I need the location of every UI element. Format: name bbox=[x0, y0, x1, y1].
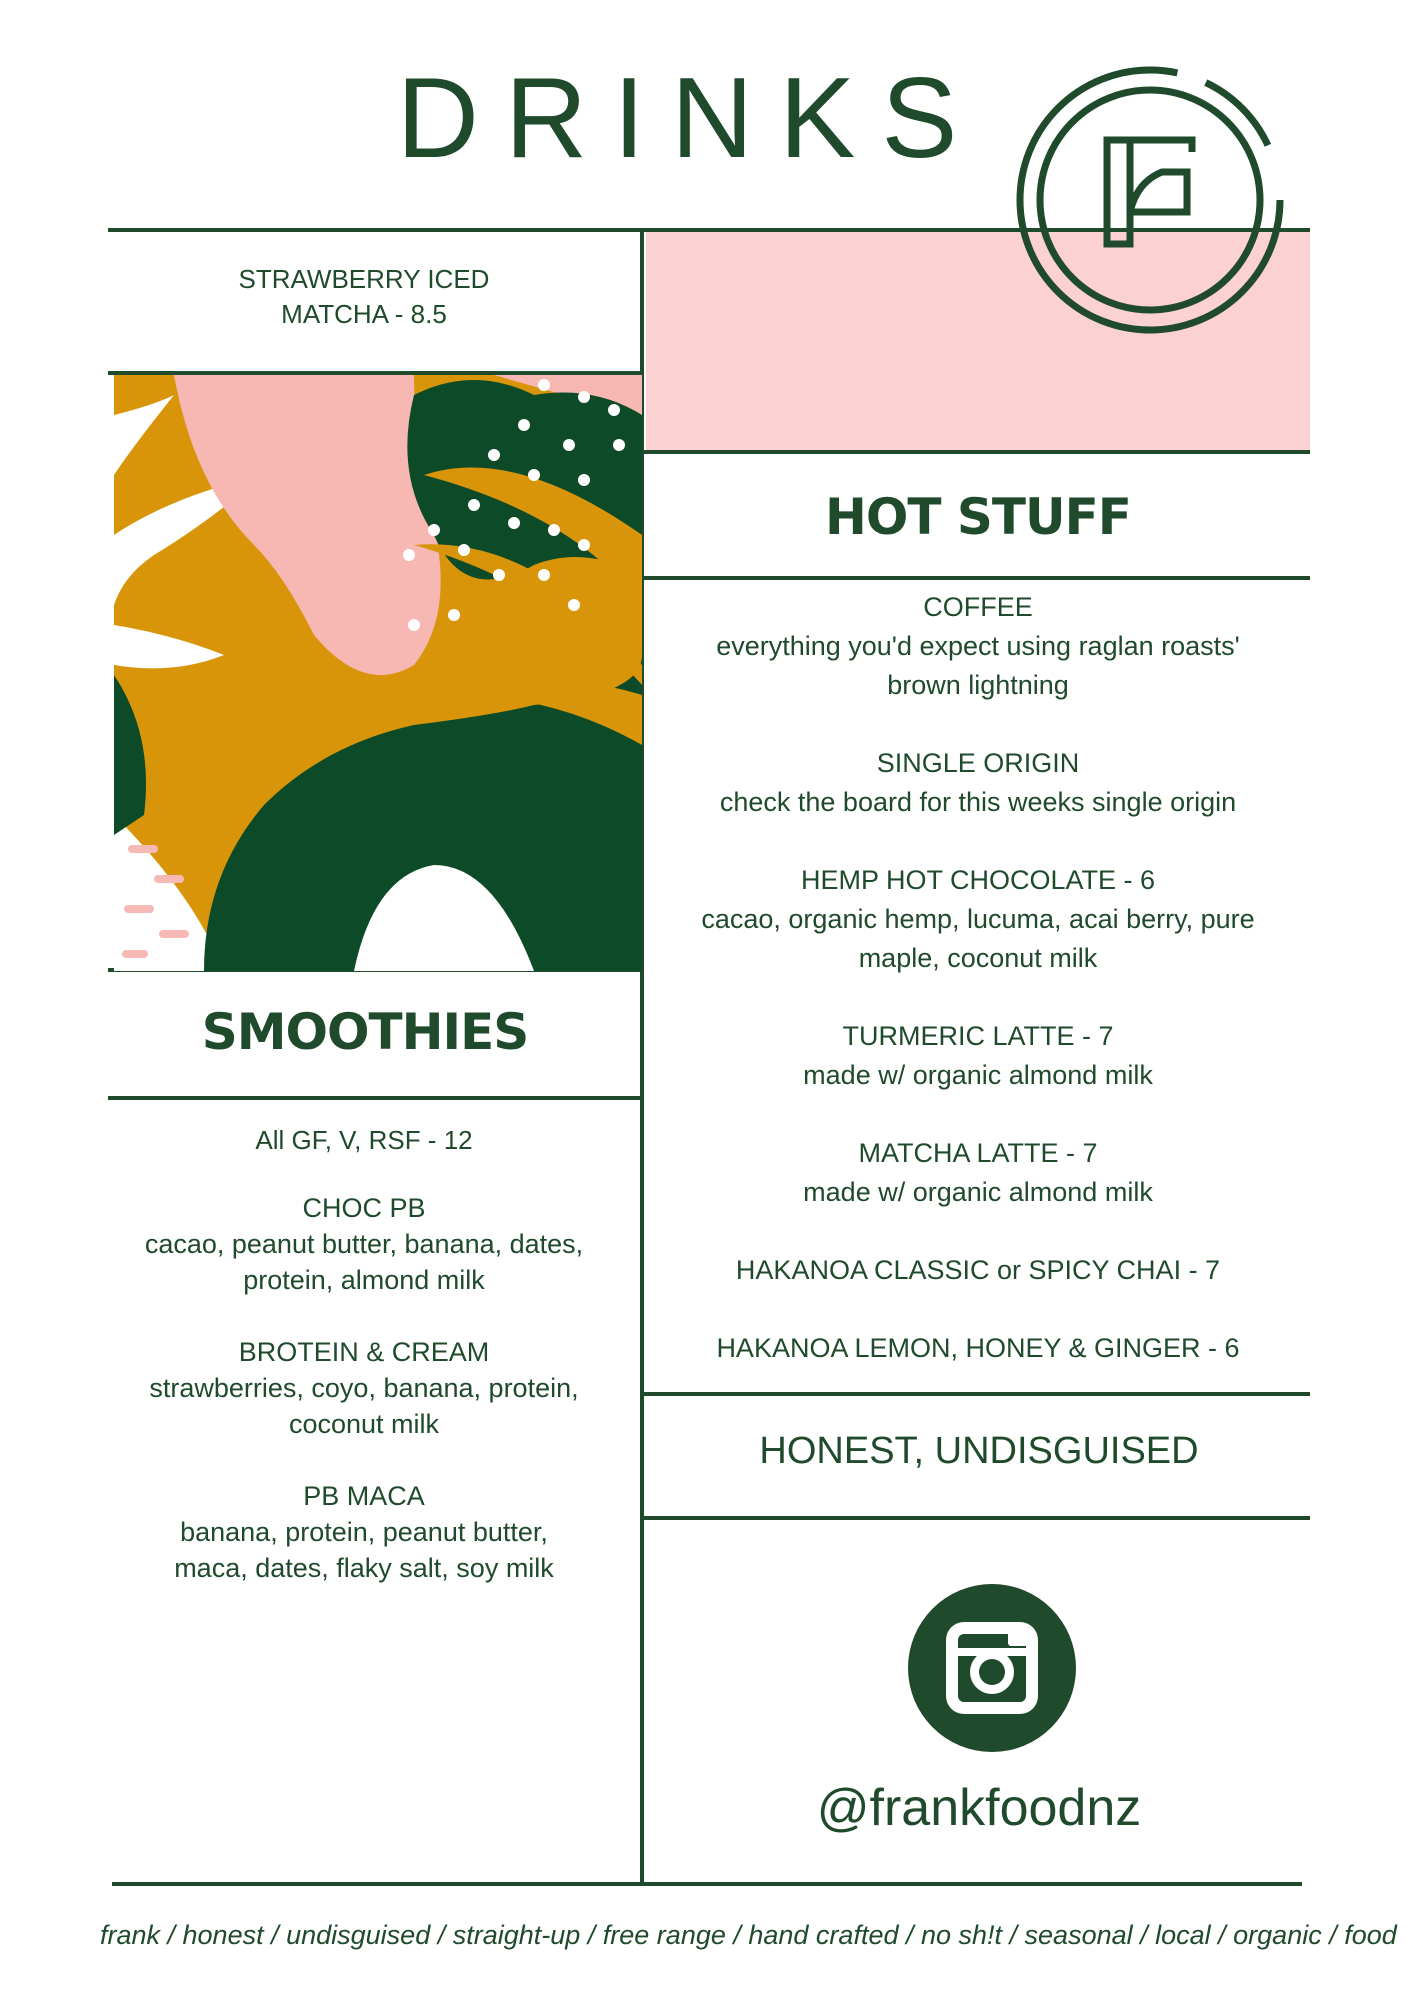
divider-right-hot bbox=[642, 576, 1310, 580]
smoothies-menu bbox=[112, 1122, 616, 1622]
menu-item-name: HAKANOA CLASSIC or SPICY CHAI - 7 bbox=[735, 1255, 1221, 1285]
menu-item bbox=[646, 1017, 1310, 1095]
menu-item bbox=[646, 1329, 1310, 1368]
menu-item-name: PB MACA bbox=[303, 1481, 425, 1511]
menu-item-desc: maca, dates, flaky salt, soy milk bbox=[174, 1553, 554, 1583]
promo-text bbox=[112, 262, 616, 332]
menu-item-name: CHOC PB bbox=[302, 1193, 426, 1223]
social-handle[interactable]: @frankfoodnz bbox=[816, 1779, 1142, 1837]
menu-item-desc: banana, protein, peanut butter, bbox=[180, 1517, 548, 1547]
menu-item bbox=[646, 861, 1310, 978]
divider-bottom bbox=[112, 1882, 1302, 1886]
menu-item bbox=[646, 1251, 1310, 1290]
menu-item-desc: brown lightning bbox=[887, 670, 1069, 700]
divider-left-smoothies bbox=[108, 1096, 642, 1100]
menu-item-desc: cacao, peanut butter, banana, dates, bbox=[144, 1229, 584, 1259]
menu-item-name: TURMERIC LATTE - 7 bbox=[842, 1021, 1114, 1051]
menu-item-desc: maple, coconut milk bbox=[858, 943, 1098, 973]
promo-line-2: MATCHA - 8.5 bbox=[281, 299, 447, 329]
page-title: DRINKS bbox=[396, 55, 984, 182]
menu-item bbox=[646, 588, 1310, 705]
hot-stuff-title: HOT STUFF bbox=[825, 488, 1131, 546]
menu-item bbox=[112, 1190, 616, 1298]
menu-item-name: SINGLE ORIGIN bbox=[876, 748, 1080, 778]
smoothies-title: SMOOTHIES bbox=[201, 1003, 529, 1061]
menu-item bbox=[646, 744, 1310, 822]
promo-line-1: STRAWBERRY ICED bbox=[238, 264, 490, 294]
menu-item-name: HAKANOA LEMON, HONEY & GINGER - 6 bbox=[716, 1333, 1240, 1363]
divider-top bbox=[108, 228, 1310, 232]
tagline: HONEST, UNDISGUISED bbox=[759, 1430, 1199, 1472]
menu-item-desc: made w/ organic almond milk bbox=[803, 1177, 1153, 1207]
menu-item-desc: everything you'd expect using raglan roasts' bbox=[716, 631, 1240, 661]
hot-stuff-menu bbox=[646, 588, 1310, 1407]
menu-item-desc: strawberries, coyo, banana, protein, bbox=[149, 1373, 579, 1403]
footer-tagline: frank / honest / undisguised / straight-up / free range / hand crafted / no sh!t / seasonal / local / organic / food bbox=[100, 1920, 1397, 1950]
menu-item-desc: check the board for this weeks single origin bbox=[719, 787, 1237, 817]
menu-item-name: COFFEE bbox=[923, 592, 1033, 622]
menu-item-desc: protein, almond milk bbox=[243, 1265, 485, 1295]
menu-item bbox=[646, 1134, 1310, 1212]
menu-item-name: HEMP HOT CHOCOLATE - 6 bbox=[800, 865, 1156, 895]
menu-item-name: MATCHA LATTE - 7 bbox=[858, 1138, 1098, 1168]
abstract-artwork bbox=[114, 375, 642, 971]
menu-item-name: BROTEIN & CREAM bbox=[238, 1337, 490, 1367]
divider-right-pink bbox=[642, 450, 1310, 454]
menu-item-desc: coconut milk bbox=[288, 1409, 440, 1439]
menu-item bbox=[112, 1334, 616, 1442]
instagram-icon[interactable] bbox=[908, 1584, 1076, 1752]
smoothies-note: All GF, V, RSF - 12 bbox=[255, 1125, 473, 1155]
divider-right-tagline bbox=[642, 1516, 1310, 1520]
menu-item bbox=[112, 1478, 616, 1586]
menu-item-desc: made w/ organic almond milk bbox=[803, 1060, 1153, 1090]
frank-logo-icon bbox=[1012, 62, 1288, 338]
menu-item-desc: cacao, organic hemp, lucuma, acai berry, pure bbox=[701, 904, 1255, 934]
